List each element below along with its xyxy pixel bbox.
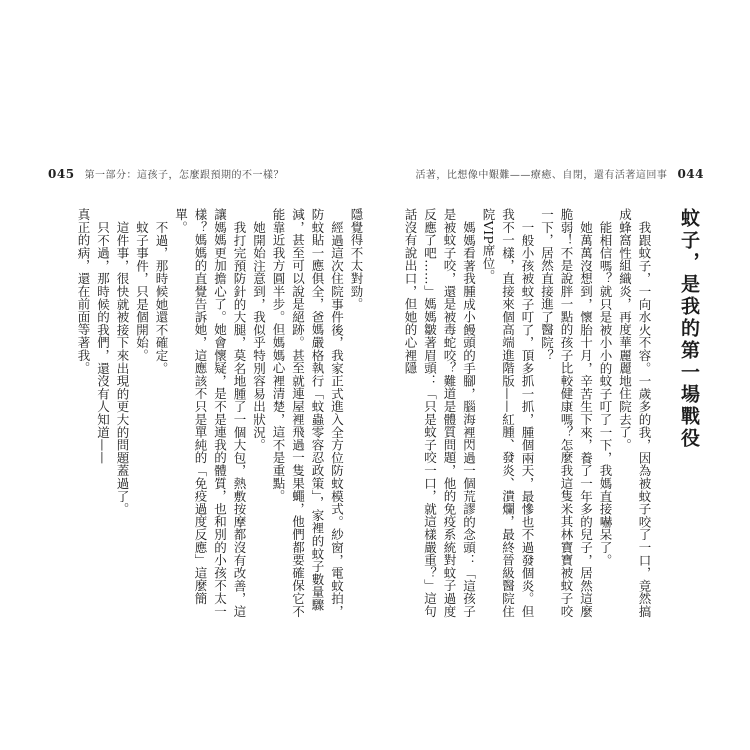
- right-body-text: [396, 208, 702, 628]
- paragraph: 一般小孩被蚊子叮了，頂多抓一抓，腫個兩天，最慘也不過發個炎。但我不一樣，直接來個高端進階版——紅腫、發炎、潰爛，最終晉級醫院住院VIP席位。: [481, 208, 535, 618]
- left-running-head: [48, 166, 284, 181]
- left-page: [46, 158, 376, 628]
- paragraph: 經過這次住院事件後，我家正式進入全方位防蚊模式。紗窗，電蚊拍，防蚊貼一應俱全，爸媽嚴格執行「蚊蟲零容忍政策」，家裡的蚊子數量驟減，甚至可以說是絕跡。甚至就連屋裡飛過一隻果蠅，他們都要確保它不能靠近我方圓半步。但媽媽心裡清楚，這不是重點。: [271, 208, 345, 618]
- paragraph: 隱覺得不太對勁。: [349, 208, 364, 311]
- right-page-number: 044: [677, 167, 704, 181]
- paragraph: 我跟蚊子，一向水火不容。一歲多的我，因為被蚊子咬了一口，竟然搞成蜂窩性組織炎，再度華麗麗地住院去了。: [617, 208, 652, 618]
- right-running-head: [415, 166, 704, 181]
- left-page-number: 045: [48, 167, 75, 181]
- right-page: [376, 158, 706, 628]
- paragraph: 媽媽看著我腫成小饅頭的手腳，腦海裡閃過一個荒謬的念頭：「這孩子是被蚊子咬，還是被毒蛇咬？難道是體質問題，他的免疫系統對蚊子過度反應了吧……」媽媽皺著眉頭：「只是蚊子咬一口，就這樣嚴重？」這句話沒有說出口，但她的心裡隱: [403, 208, 477, 618]
- paragraph: 能相信嗎？就只是被小小的蚊子叮了一下，我媽直接嚇呆了。: [598, 220, 613, 567]
- right-running-head-text: 活著，比想像中艱難——療癒、自閉，還有活著這回事: [415, 170, 668, 181]
- paragraph: 這件事，很快就被接下來出現的更大的問題蓋過了。: [115, 220, 130, 515]
- paragraph: 我打完預防針的大腿，莫名地腫了一個大包，熱敷按摩都沒有改善，這讓媽媽更加擔心了。她會懷疑，是不是連我的體質，也和別的小孩不太一樣？媽媽的直覺告訴她，這應該不只是單純的「免疫過度反應」這麼簡單。: [173, 208, 247, 618]
- paragraph: 只不過，那時候的我們，還沒有人知道——: [95, 220, 111, 464]
- chapter-title: 蚊子，是我的第一場戰役: [678, 208, 700, 450]
- paragraph: 真正的病，還在前面等著我。: [76, 208, 91, 375]
- paragraph: 蚊子事件，只是個開始。: [134, 220, 150, 362]
- paragraph: 她開始注意到，我似乎特別容易出狀況。: [251, 220, 267, 451]
- left-body-text: [56, 208, 366, 628]
- paragraph: 她萬萬沒想到，懷胎十月，辛苦生下來，養了一年多的兒子，居然這麼脆弱！不是說胖一點的孩子比較健康嗎？怎麼我這隻米其林寶寶被蚊子咬一下，居然直接進了醫院？: [539, 208, 594, 618]
- left-running-head-text: 第一部分：這孩子，怎麼跟預期的不一樣？: [84, 170, 285, 181]
- paragraph: 不過，那時候她還不確定。: [154, 220, 169, 375]
